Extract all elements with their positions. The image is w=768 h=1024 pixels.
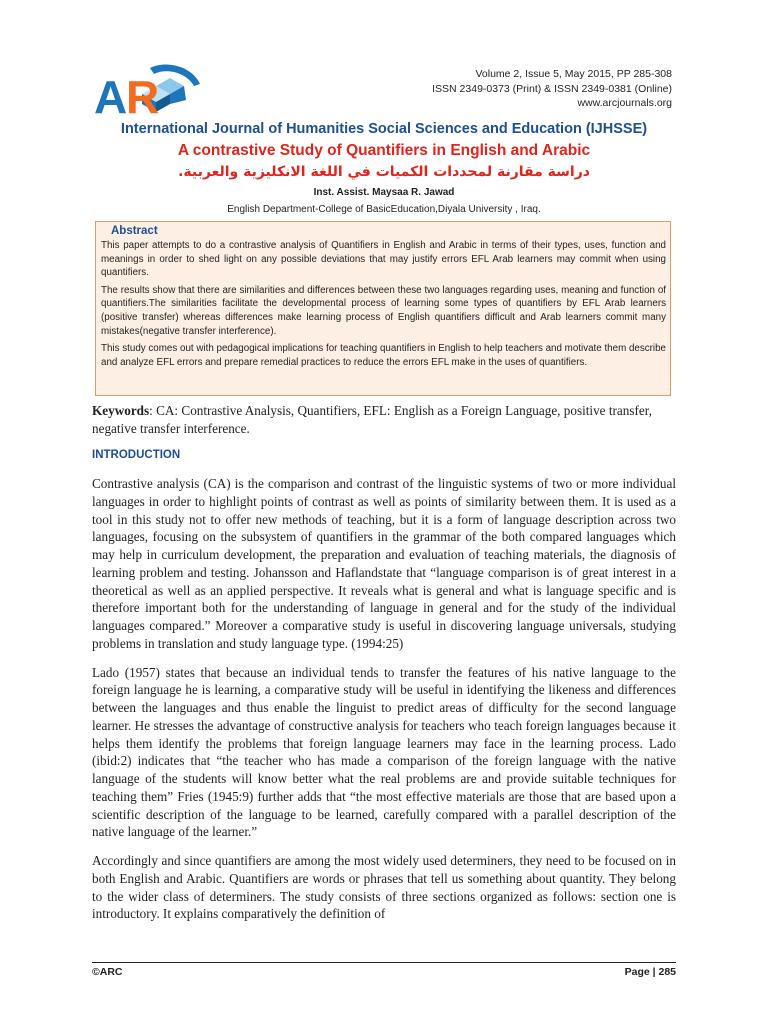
body-paragraph-1: Contrastive analysis (CA) is the comparison and contrast of the linguistic systems of two or more individual languages in order to highlight points of contrast as well as points of similarity between them. It is used as a tool in this study not to offer new methods of teaching, but it is a form of language description across two languages, focusing on the subsystem of quantifiers in the grammar of the both compared languages which may help in curriculum development, the preparation and evaluation of teaching materials, the diagnosis of learning problem and testing. Johansson and Haflandstate that “language comparison is of great interest in a theoretical as well as an applied perspective. It reveals what is general and what is language specific and is therefore important both for the understanding of language in general and for the study of the individual languages compared.” Moreover a comparative study is useful in discovering language universals, studying problems in translation and study language type. (1994:25) <box>92 476 676 651</box>
volume-line: Volume 2, Issue 5, May 2015, PP 285-308 <box>475 68 672 80</box>
abstract-paragraph-3: This study comes out with pedagogical implications for teaching quantifiers in English to help teachers and motivate them describe and analyze EFL errors and prepare remedial practices to reduce the errors EFL make in the uses of quantifiers. <box>101 343 666 368</box>
author-affiliation: English Department-College of BasicEducation,Diyala University , Iraq. <box>227 204 541 215</box>
section-heading-introduction: INTRODUCTION <box>92 449 181 461</box>
abstract-paragraph-2: The results show that there are similarities and differences between these two languages regarding uses, meaning and function of quantifiers.The similarities facilitate the developmental process of learning some types of quantifiers by EFL Arab learners (positive transfer) whereas differences make learning process of English quantifiers difficult and Arab learners commit many mistakes(negative transfer interference). <box>101 284 666 337</box>
arabic-title: دراسة مقارنة لمحددات الكميات في اللغة الانكليزية والعربية. <box>178 164 590 180</box>
open-book-icon <box>94 64 204 118</box>
abstract-title: Abstract <box>111 225 158 237</box>
footer-page-number: Page | 285 <box>624 966 676 978</box>
footer-divider <box>92 962 676 963</box>
author-name: Inst. Assist. Maysaa R. Jawad <box>313 187 455 198</box>
paper-title: A contrastive Study of Quantifiers in English and Arabic <box>177 142 591 159</box>
arc-logo <box>94 64 204 118</box>
keywords <box>92 402 676 438</box>
body-paragraph-2: Lado (1957) states that because an individual tends to transfer the features of his native language to the foreign language he is learning, a comparative study will be useful in identifying the likeness and differences between the languages and thus enable the linguist to predict areas of difficulty for the second language learner. He stresses the advantage of constructive analysis for teachers who teach foreign languages because it helps them identify the problems that foreign language learners may face in the learning process. Lado (ibid:2) indicates that “the teacher who has made a comparison of the foreign language with the native language of the students will know better what the real problems are and provide suitable techniques for teaching them” Fries (1945:9) further adds that “the most effective materials are those that are based upon a scientific description of the language to be learned, carefully compared with a parallel description of the native language of the learner.” <box>92 664 676 840</box>
keywords-label: Keywords <box>92 403 150 418</box>
logo-letter-r: R <box>126 71 160 118</box>
body-text <box>92 475 676 934</box>
footer-copyright: ©ARC <box>92 966 123 978</box>
journal-title: International Journal of Humanities Social Sciences and Education (IJHSSE) <box>120 121 648 137</box>
abstract-paragraph-1: This paper attempts to do a contrastive analysis of Quantifiers in English and Arabic in terms of their types, uses, function and meanings in order to shed light on any possible deviations that may justify errors EFL Arab learners may commit when using quantifiers. <box>101 240 666 279</box>
logo-letter-a: A <box>94 71 128 118</box>
issue-info <box>432 67 672 111</box>
issn-line: ISSN 2349-0373 (Print) & ISSN 2349-0381 (Online) <box>432 82 672 95</box>
journal-url[interactable]: www.arcjournals.org <box>577 97 672 109</box>
body-paragraph-3: Accordingly and since quantifiers are among the most widely used determiners, they need to be focused on in both English and Arabic. Quantifiers are words or phrases that tell us something about quantity. They belong to the wider class of determiners. The study consists of three sections organized as follows: section one is introductory. It explains comparatively the definition of <box>92 853 676 922</box>
abstract-box <box>95 221 671 396</box>
keywords-text: : CA: Contrastive Analysis, Quantifiers, EFL: English as a Foreign Language, positive transfer, negative transfer interference. <box>92 403 652 436</box>
